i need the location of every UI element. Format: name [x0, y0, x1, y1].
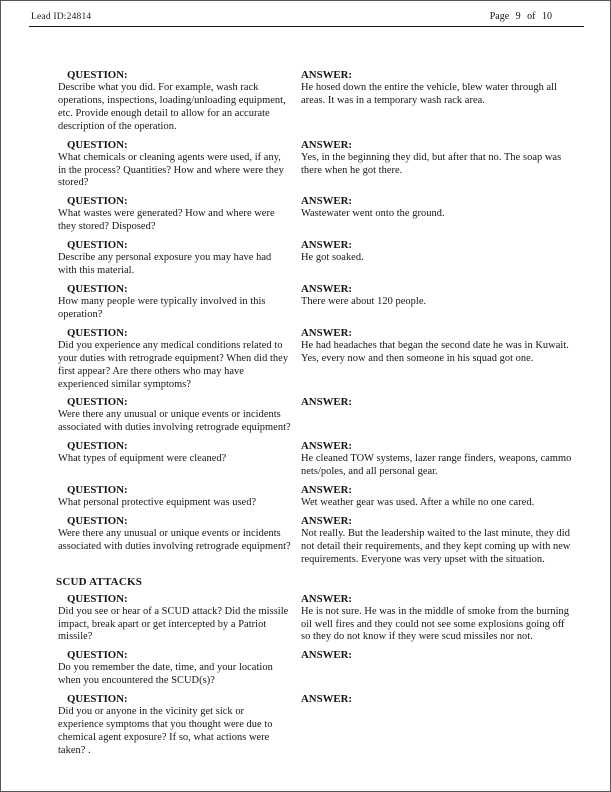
qa-row: [31, 139, 584, 191]
question-text: What personal protective equipment was used?: [58, 497, 257, 509]
qa-row: [31, 195, 584, 234]
qa-row: [31, 283, 584, 322]
question-label: QUESTION:: [67, 195, 128, 208]
answer-label: ANSWER:: [301, 649, 352, 662]
question-label: QUESTION:: [67, 693, 128, 706]
question-text: How many people were typically involved in this operation?: [58, 295, 266, 320]
answer-label: ANSWER:: [301, 440, 352, 453]
answer-text: There were about 120 people.: [301, 295, 427, 307]
answer-label: ANSWER:: [301, 326, 352, 339]
answer-label: ANSWER:: [301, 282, 352, 295]
answer-label: ANSWER:: [301, 138, 352, 151]
question-label: QUESTION:: [67, 69, 128, 81]
qa-row: [31, 484, 584, 510]
question-label: QUESTION:: [67, 282, 128, 295]
section-heading-scud: SCUD ATTACKS: [56, 575, 143, 588]
answer-label: ANSWER:: [301, 484, 352, 497]
question-text: What chemicals or cleaning agents were used, if any, in the process? Quantities? How and where were they stored?: [58, 151, 284, 189]
question-label: QUESTION:: [67, 138, 128, 151]
answer-text: He got soaked.: [301, 252, 364, 264]
qa-row: [31, 327, 584, 392]
answer-text: Not really. But the leadership waited to the last minute, they did not detail their requirements, and they kept coming up with new requirements. Everyone was very upset with the situation.: [301, 527, 571, 565]
answer-text: He cleaned TOW systems, lazer range finders, weapons, cammo nets/poles, and all personal gear.: [301, 453, 572, 478]
question-text: What types of equipment were cleaned?: [58, 453, 227, 465]
question-text: Do you remember the date, time, and your location when you encountered the SCUD(s)?: [58, 662, 273, 687]
question-label: QUESTION:: [67, 440, 128, 453]
answer-label: ANSWER:: [301, 693, 352, 706]
qa-row: [31, 239, 584, 278]
answer-label: ANSWER:: [301, 69, 352, 81]
qa-content: [31, 27, 584, 758]
question-text: Describe what you did. For example, wash rack operations, inspections, loading/unloading equipment, etc. Provide enough detail to allow for an accurate description of the operation.: [58, 82, 286, 132]
qa-row: [31, 693, 584, 758]
answer-text: Yes, in the beginning they did, but after that no. The soap was there when he got there.: [301, 151, 562, 176]
qa-row: [31, 396, 584, 435]
answer-text: Wet weather gear was used. After a while no one cared.: [301, 497, 535, 509]
question-text: Did you or anyone in the vicinity get sick or experience symptoms that you thought were due to chemical agent exposure? If so, what actions were taken? .: [58, 706, 273, 756]
page-number: Page 9 of 10: [489, 11, 552, 22]
question-label: QUESTION:: [67, 592, 128, 605]
question-label: QUESTION:: [67, 326, 128, 339]
question-text: Describe any personal exposure you may have had with this material.: [58, 252, 272, 277]
qa-row: [31, 440, 584, 479]
question-label: QUESTION:: [67, 649, 128, 662]
qa-row: [31, 649, 584, 688]
answer-label: ANSWER:: [301, 195, 352, 208]
question-text: Were there any unusual or unique events or incidents associated with duties involving retrograde equipment?: [58, 409, 291, 434]
question-text: Did you experience any medical conditions related to your duties with retrograde equipment? When did they first appear? Are there others who may have experienced similar symptoms?: [58, 339, 289, 390]
question-label: QUESTION:: [67, 514, 128, 527]
qa-row: [31, 515, 584, 567]
answer-text: He is not sure. He was in the middle of smoke from the burning oil well fires and they could not see some explosions going off so they do not know if they were scud missiles nor not.: [301, 605, 570, 643]
qa-row: [31, 593, 584, 645]
question-label: QUESTION:: [67, 396, 128, 409]
question-text: Were there any unusual or unique events or incidents associated with duties involving retrograde equipment?: [58, 527, 291, 552]
page-header: [31, 9, 584, 26]
question-text: Did you see or hear of a SCUD attack? Did the missile impact, break apart or get intercepted by a Patriot missile?: [58, 605, 289, 643]
answer-text: He hosed down the entire the vehicle, blew water through all areas. It was in a temporary wash rack area.: [301, 82, 558, 106]
question-label: QUESTION:: [67, 484, 128, 497]
question-text: What wastes were generated? How and where were they stored? Disposed?: [58, 208, 275, 233]
answer-label: ANSWER:: [301, 514, 352, 527]
answer-label: ANSWER:: [301, 396, 352, 409]
answer-text: Wastewater went onto the ground.: [301, 208, 445, 220]
answer-label: ANSWER:: [301, 239, 352, 252]
lead-id: Lead ID:24814: [31, 12, 92, 22]
question-label: QUESTION:: [67, 239, 128, 252]
answer-text: He had headaches that began the second date he was in Kuwait. Yes, every now and then someone in his squad got one.: [301, 339, 569, 364]
qa-row: [31, 69, 584, 134]
answer-label: ANSWER:: [301, 592, 352, 605]
